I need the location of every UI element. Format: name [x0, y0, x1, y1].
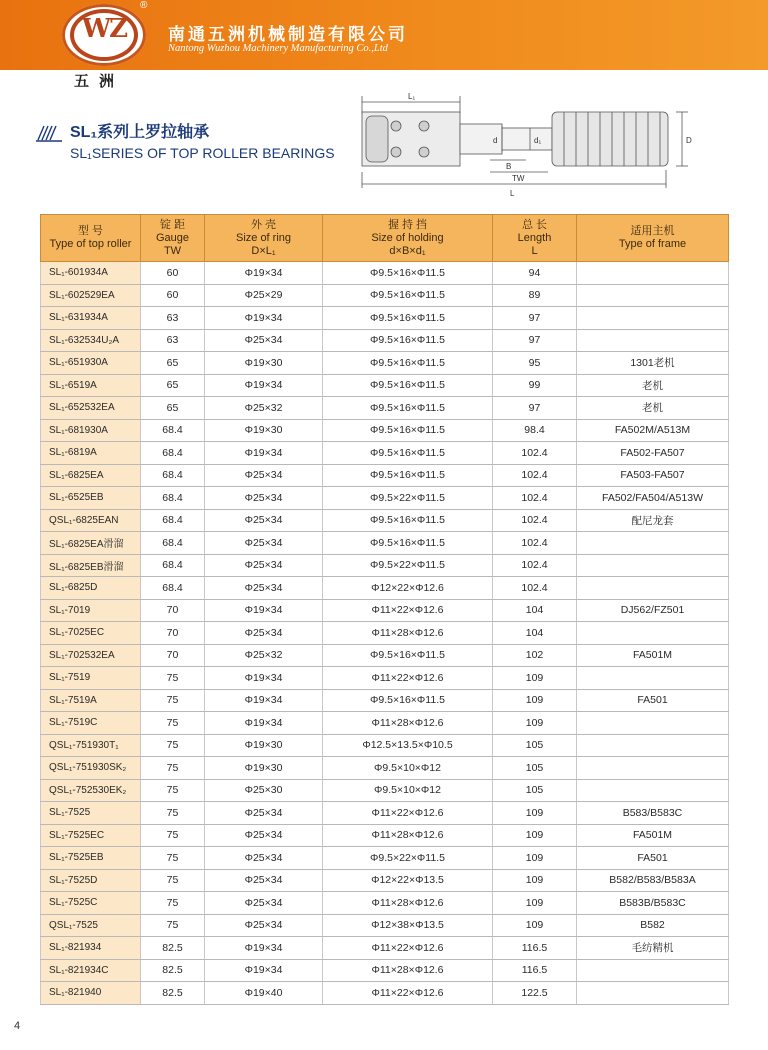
- cell-length: 105: [493, 734, 577, 757]
- col-header-ring-cn: 外 壳: [250, 218, 277, 231]
- cell-holding-size: Φ9.5×16×Φ11.5: [323, 329, 493, 352]
- cell-length: 109: [493, 689, 577, 712]
- cell-gauge: 68.4: [141, 509, 205, 532]
- cell-gauge: 75: [141, 712, 205, 735]
- cell-holding-size: Φ9.5×16×Φ11.5: [323, 532, 493, 555]
- cell-holding-size: Φ9.5×16×Φ11.5: [323, 307, 493, 330]
- cell-ring-size: Φ25×32: [205, 397, 323, 420]
- cell-model: SL₁-6825EB滑溜: [41, 554, 141, 577]
- cell-model: SL₁-6825D: [41, 577, 141, 600]
- cell-frame: 老机: [577, 374, 729, 397]
- col-header-type-cn: 型 号: [77, 225, 104, 237]
- series-bars-icon: [36, 120, 64, 142]
- bearing-spec-table: [40, 214, 729, 1005]
- cell-model: SL₁-7525D: [41, 869, 141, 892]
- cell-holding-size: Φ9.5×22×Φ11.5: [323, 554, 493, 577]
- cell-model: SL₁-7519A: [41, 689, 141, 712]
- cell-gauge: 75: [141, 779, 205, 802]
- cell-gauge: 75: [141, 757, 205, 780]
- cell-gauge: 68.4: [141, 442, 205, 465]
- cell-ring-size: Φ25×34: [205, 914, 323, 937]
- cell-gauge: 70: [141, 599, 205, 622]
- cell-gauge: 65: [141, 374, 205, 397]
- cell-model: SL₁-821940: [41, 982, 141, 1005]
- table-row: [41, 554, 729, 577]
- series-title-en: SL₁SERIES OF TOP ROLLER BEARINGS: [70, 145, 335, 161]
- table-row: [41, 374, 729, 397]
- cell-model: SL₁-7525EC: [41, 824, 141, 847]
- cell-holding-size: Φ9.5×16×Φ11.5: [323, 397, 493, 420]
- cell-model: QSL₁-752530EK₂: [41, 779, 141, 802]
- cell-gauge: 70: [141, 622, 205, 645]
- col-header-gauge: [141, 215, 205, 262]
- cell-ring-size: Φ19×34: [205, 959, 323, 982]
- col-header-frame-cn: 适用主机: [630, 225, 675, 237]
- cell-gauge: 68.4: [141, 419, 205, 442]
- cell-ring-size: Φ19×34: [205, 262, 323, 285]
- cell-ring-size: Φ25×34: [205, 847, 323, 870]
- diagram-label-l1: L₁: [408, 92, 416, 101]
- cell-ring-size: Φ25×34: [205, 329, 323, 352]
- cell-holding-size: Φ9.5×16×Φ11.5: [323, 509, 493, 532]
- cell-ring-size: Φ19×34: [205, 599, 323, 622]
- table-row: [41, 262, 729, 285]
- cell-ring-size: Φ19×34: [205, 667, 323, 690]
- col-header-gauge-sub: TW: [163, 244, 182, 257]
- cell-frame: 毛纺精机: [577, 937, 729, 960]
- page-number: 4: [14, 1020, 21, 1032]
- diagram-label-d1: d₁: [534, 136, 542, 145]
- cell-model: SL₁-7525: [41, 802, 141, 825]
- col-header-holding-en: Size of holding: [371, 231, 444, 244]
- cell-length: 89: [493, 284, 577, 307]
- cell-gauge: 75: [141, 824, 205, 847]
- table-row: [41, 509, 729, 532]
- table-row: [41, 757, 729, 780]
- cell-holding-size: Φ12×22×Φ13.5: [323, 869, 493, 892]
- col-header-holding-cn: 握 持 挡: [387, 218, 428, 231]
- col-header-length-sub: L: [531, 244, 538, 257]
- cell-length: 116.5: [493, 937, 577, 960]
- cell-gauge: 75: [141, 914, 205, 937]
- cell-frame: [577, 712, 729, 735]
- cell-model: SL₁-821934: [41, 937, 141, 960]
- top-roller-diagram: [350, 88, 700, 200]
- brand-name-cn: 五洲: [74, 72, 125, 90]
- cell-length: 102: [493, 644, 577, 667]
- cell-length: 109: [493, 802, 577, 825]
- cell-ring-size: Φ25×34: [205, 622, 323, 645]
- cell-frame: FA502M/A513M: [577, 419, 729, 442]
- cell-ring-size: Φ19×34: [205, 307, 323, 330]
- cell-holding-size: Φ11×28×Φ12.6: [323, 824, 493, 847]
- cell-ring-size: Φ25×34: [205, 824, 323, 847]
- table-row: [41, 959, 729, 982]
- table-row: [41, 284, 729, 307]
- registered-mark: ®: [140, 0, 148, 11]
- diagram-label-l: L: [510, 189, 515, 198]
- company-name-en: Nantong Wuzhou Machinery Manufacturing Co.,Ltd: [168, 43, 388, 54]
- cell-gauge: 60: [141, 284, 205, 307]
- cell-model: SL₁-702532EA: [41, 644, 141, 667]
- col-header-ring-en: Size of ring: [235, 231, 292, 244]
- cell-frame: FA501M: [577, 644, 729, 667]
- cell-frame: [577, 532, 729, 555]
- table-row: [41, 352, 729, 375]
- cell-ring-size: Φ25×32: [205, 644, 323, 667]
- table-row: [41, 622, 729, 645]
- cell-frame: [577, 622, 729, 645]
- cell-gauge: 68.4: [141, 532, 205, 555]
- cell-length: 109: [493, 847, 577, 870]
- cell-frame: [577, 757, 729, 780]
- col-header-gauge-cn: 锭 距: [159, 218, 186, 231]
- cell-frame: FA502-FA507: [577, 442, 729, 465]
- cell-frame: [577, 779, 729, 802]
- cell-holding-size: Φ9.5×16×Φ11.5: [323, 374, 493, 397]
- cell-holding-size: Φ11×22×Φ12.6: [323, 937, 493, 960]
- table-row: [41, 667, 729, 690]
- cell-holding-size: Φ11×28×Φ12.6: [323, 959, 493, 982]
- series-title-cn: SL₁系列上罗拉轴承: [70, 124, 210, 141]
- table-row: [41, 599, 729, 622]
- cell-length: 102.4: [493, 487, 577, 510]
- cell-gauge: 75: [141, 892, 205, 915]
- cell-length: 109: [493, 914, 577, 937]
- cell-holding-size: Φ9.5×16×Φ11.5: [323, 419, 493, 442]
- cell-gauge: 68.4: [141, 577, 205, 600]
- cell-ring-size: Φ25×34: [205, 487, 323, 510]
- cell-model: SL₁-601934A: [41, 262, 141, 285]
- col-header-holding: [323, 215, 493, 262]
- table-row: [41, 577, 729, 600]
- table-row: [41, 802, 729, 825]
- cell-model: SL₁-7525C: [41, 892, 141, 915]
- cell-ring-size: Φ25×34: [205, 892, 323, 915]
- table-row: [41, 397, 729, 420]
- cell-gauge: 75: [141, 689, 205, 712]
- cell-ring-size: Φ25×34: [205, 802, 323, 825]
- table-row: [41, 824, 729, 847]
- cell-frame: 配尼龙套: [577, 509, 729, 532]
- cell-ring-size: Φ25×34: [205, 577, 323, 600]
- col-header-ring-sub: D×L₁: [251, 244, 276, 257]
- cell-ring-size: Φ25×34: [205, 554, 323, 577]
- cell-gauge: 68.4: [141, 554, 205, 577]
- cell-length: 104: [493, 599, 577, 622]
- cell-model: QSL₁-7525: [41, 914, 141, 937]
- cell-frame: 1301老机: [577, 352, 729, 375]
- cell-length: 105: [493, 757, 577, 780]
- cell-length: 102.4: [493, 532, 577, 555]
- cell-frame: B583/B583C: [577, 802, 729, 825]
- cell-ring-size: Φ25×30: [205, 779, 323, 802]
- cell-ring-size: Φ19×30: [205, 734, 323, 757]
- cell-ring-size: Φ19×30: [205, 757, 323, 780]
- cell-length: 109: [493, 667, 577, 690]
- table-row: [41, 307, 729, 330]
- cell-holding-size: Φ12×38×Φ13.5: [323, 914, 493, 937]
- cell-frame: DJ562/FZ501: [577, 599, 729, 622]
- cell-length: 97: [493, 329, 577, 352]
- cell-frame: [577, 982, 729, 1005]
- col-header-frame-en: Type of frame: [618, 238, 687, 250]
- cell-frame: [577, 284, 729, 307]
- cell-length: 97: [493, 397, 577, 420]
- cell-length: 104: [493, 622, 577, 645]
- cell-ring-size: Φ25×34: [205, 509, 323, 532]
- cell-frame: [577, 329, 729, 352]
- cell-ring-size: Φ19×34: [205, 442, 323, 465]
- cell-gauge: 82.5: [141, 959, 205, 982]
- cell-frame: FA501: [577, 847, 729, 870]
- cell-length: 99: [493, 374, 577, 397]
- col-header-type: [41, 215, 141, 262]
- cell-length: 94: [493, 262, 577, 285]
- col-header-frame: [577, 215, 729, 262]
- cell-holding-size: Φ9.5×16×Φ11.5: [323, 352, 493, 375]
- cell-frame: [577, 959, 729, 982]
- cell-model: SL₁-6819A: [41, 442, 141, 465]
- cell-gauge: 82.5: [141, 982, 205, 1005]
- cell-length: 109: [493, 869, 577, 892]
- table-row: [41, 914, 729, 937]
- col-header-holding-sub: d×B×d₁: [389, 244, 426, 257]
- cell-model: SL₁-6825EA滑溜: [41, 532, 141, 555]
- col-header-length: [493, 215, 577, 262]
- cell-model: QSL₁-6825EAN: [41, 509, 141, 532]
- cell-frame: [577, 262, 729, 285]
- cell-frame: B583B/B583C: [577, 892, 729, 915]
- cell-model: SL₁-7525EB: [41, 847, 141, 870]
- table-row: [41, 847, 729, 870]
- table-row: [41, 329, 729, 352]
- cell-holding-size: Φ11×22×Φ12.6: [323, 982, 493, 1005]
- cell-length: 102.4: [493, 442, 577, 465]
- col-header-length-cn: 总 长: [521, 218, 548, 231]
- cell-length: 109: [493, 892, 577, 915]
- table-row: [41, 487, 729, 510]
- cell-holding-size: Φ9.5×22×Φ11.5: [323, 487, 493, 510]
- cell-holding-size: Φ11×28×Φ12.6: [323, 892, 493, 915]
- cell-ring-size: Φ19×40: [205, 982, 323, 1005]
- table-row: [41, 937, 729, 960]
- cell-holding-size: Φ11×22×Φ12.6: [323, 802, 493, 825]
- cell-holding-size: Φ11×22×Φ12.6: [323, 667, 493, 690]
- cell-holding-size: Φ12×22×Φ12.6: [323, 577, 493, 600]
- cell-holding-size: Φ11×28×Φ12.6: [323, 712, 493, 735]
- cell-model: SL₁-6825EA: [41, 464, 141, 487]
- cell-holding-size: Φ9.5×22×Φ11.5: [323, 847, 493, 870]
- cell-ring-size: Φ25×29: [205, 284, 323, 307]
- cell-frame: [577, 734, 729, 757]
- table-row: [41, 712, 729, 735]
- cell-length: 98.4: [493, 419, 577, 442]
- cell-model: SL₁-7519: [41, 667, 141, 690]
- cell-model: SL₁-602529EA: [41, 284, 141, 307]
- cell-model: SL₁-7025EC: [41, 622, 141, 645]
- col-header-ring: [205, 215, 323, 262]
- cell-model: SL₁-821934C: [41, 959, 141, 982]
- cell-length: 109: [493, 824, 577, 847]
- cell-holding-size: Φ9.5×10×Φ12: [323, 779, 493, 802]
- cell-holding-size: Φ9.5×16×Φ11.5: [323, 442, 493, 465]
- diagram-label-big-d: D: [686, 136, 692, 145]
- cell-frame: 老机: [577, 397, 729, 420]
- cell-ring-size: Φ25×34: [205, 869, 323, 892]
- cell-model: SL₁-6519A: [41, 374, 141, 397]
- table-row: [41, 779, 729, 802]
- cell-length: 102.4: [493, 464, 577, 487]
- cell-gauge: 68.4: [141, 464, 205, 487]
- col-header-gauge-en: Gauge: [155, 231, 190, 244]
- cell-holding-size: Φ9.5×10×Φ12: [323, 757, 493, 780]
- cell-gauge: 63: [141, 329, 205, 352]
- col-header-type-en: Type of top roller: [49, 238, 132, 250]
- cell-model: SL₁-651930A: [41, 352, 141, 375]
- cell-length: 109: [493, 712, 577, 735]
- table-body: [41, 262, 729, 1005]
- cell-frame: B582: [577, 914, 729, 937]
- cell-frame: FA502/FA504/A513W: [577, 487, 729, 510]
- table-row: [41, 982, 729, 1005]
- table-row: [41, 532, 729, 555]
- cell-length: 102.4: [493, 554, 577, 577]
- cell-ring-size: Φ25×34: [205, 464, 323, 487]
- cell-ring-size: Φ25×34: [205, 532, 323, 555]
- cell-frame: FA501M: [577, 824, 729, 847]
- diagram-label-d: d: [493, 136, 498, 145]
- cell-ring-size: Φ19×34: [205, 712, 323, 735]
- cell-gauge: 68.4: [141, 487, 205, 510]
- cell-ring-size: Φ19×30: [205, 419, 323, 442]
- table-row: [41, 689, 729, 712]
- table-row: [41, 644, 729, 667]
- table-row: [41, 892, 729, 915]
- table-row: [41, 464, 729, 487]
- cell-frame: FA503-FA507: [577, 464, 729, 487]
- cell-holding-size: Φ9.5×16×Φ11.5: [323, 689, 493, 712]
- cell-holding-size: Φ9.5×16×Φ11.5: [323, 644, 493, 667]
- cell-length: 102.4: [493, 509, 577, 532]
- cell-holding-size: Φ9.5×16×Φ11.5: [323, 464, 493, 487]
- cell-length: 102.4: [493, 577, 577, 600]
- cell-gauge: 75: [141, 667, 205, 690]
- cell-gauge: 75: [141, 869, 205, 892]
- cell-gauge: 70: [141, 644, 205, 667]
- cell-model: SL₁-681930A: [41, 419, 141, 442]
- logo-letters: WZ: [81, 14, 127, 44]
- cell-gauge: 65: [141, 352, 205, 375]
- cell-ring-size: Φ19×34: [205, 374, 323, 397]
- cell-frame: [577, 307, 729, 330]
- company-logo: [62, 4, 146, 66]
- cell-model: SL₁-632534U₂A: [41, 329, 141, 352]
- diagram-label-b: B: [506, 162, 512, 171]
- table-row: [41, 734, 729, 757]
- cell-model: SL₁-6525EB: [41, 487, 141, 510]
- company-name-cn: 南通五洲机械制造有限公司: [168, 25, 408, 45]
- cell-frame: [577, 667, 729, 690]
- page-header: [0, 0, 768, 70]
- cell-model: QSL₁-751930SK₂: [41, 757, 141, 780]
- cell-length: 97: [493, 307, 577, 330]
- cell-holding-size: Φ11×22×Φ12.6: [323, 599, 493, 622]
- cell-ring-size: Φ19×30: [205, 352, 323, 375]
- cell-length: 105: [493, 779, 577, 802]
- cell-holding-size: Φ9.5×16×Φ11.5: [323, 262, 493, 285]
- table-row: [41, 869, 729, 892]
- cell-gauge: 60: [141, 262, 205, 285]
- cell-gauge: 82.5: [141, 937, 205, 960]
- cell-model: SL₁-652532EA: [41, 397, 141, 420]
- col-header-length-en: Length: [517, 231, 552, 244]
- cell-gauge: 65: [141, 397, 205, 420]
- cell-model: SL₁-7519C: [41, 712, 141, 735]
- cell-gauge: 75: [141, 802, 205, 825]
- cell-frame: [577, 554, 729, 577]
- table-row: [41, 442, 729, 465]
- cell-model: QSL₁-751930T₁: [41, 734, 141, 757]
- cell-frame: B582/B583/B583A: [577, 869, 729, 892]
- table-row: [41, 419, 729, 442]
- cell-ring-size: Φ19×34: [205, 689, 323, 712]
- cell-gauge: 63: [141, 307, 205, 330]
- cell-holding-size: Φ9.5×16×Φ11.5: [323, 284, 493, 307]
- cell-length: 116.5: [493, 959, 577, 982]
- cell-holding-size: Φ12.5×13.5×Φ10.5: [323, 734, 493, 757]
- cell-frame: FA501: [577, 689, 729, 712]
- cell-gauge: 75: [141, 734, 205, 757]
- cell-length: 122.5: [493, 982, 577, 1005]
- cell-length: 95: [493, 352, 577, 375]
- table-header-row: [41, 215, 729, 262]
- cell-gauge: 75: [141, 847, 205, 870]
- cell-holding-size: Φ11×28×Φ12.6: [323, 622, 493, 645]
- cell-model: SL₁-7019: [41, 599, 141, 622]
- diagram-label-tw: TW: [512, 174, 525, 183]
- cell-frame: [577, 577, 729, 600]
- cell-model: SL₁-631934A: [41, 307, 141, 330]
- cell-ring-size: Φ19×34: [205, 937, 323, 960]
